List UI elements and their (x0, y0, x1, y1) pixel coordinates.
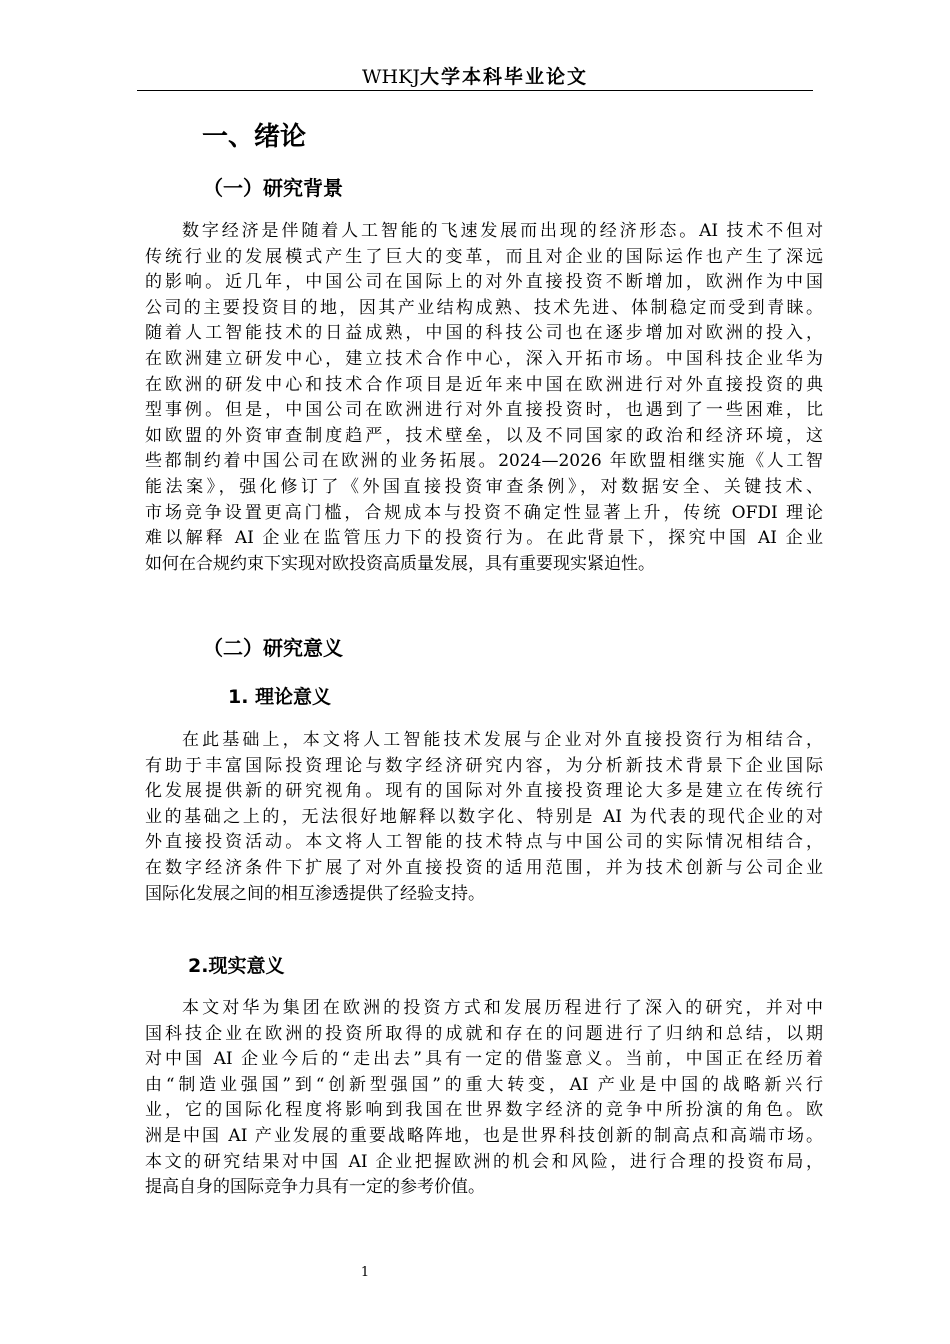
paragraph-line: 国际化发展之间的相互渗透提供了经验支持。 (145, 883, 485, 904)
paragraph-line: 难以解释 AI 企业在监管压力下的投资行为。在此背景下，探究中国 AI 企业 (145, 528, 823, 549)
paragraph-line: 业的基础之上的，无法很好地解释以数字化、特别是 AI 为代表的现代企业的对 (145, 806, 823, 827)
paragraph-line: 的影响。近几年，中国公司在国际上的对外直接投资不断增加，欧洲作为中国 (145, 272, 823, 293)
paragraph-line: 能法案》，强化修订了《外国直接投资审查条例》，对数据安全、关键技术、 (145, 476, 823, 497)
paragraph-line: 在数字经济条件下扩展了对外直接投资的适用范围，并为技术创新与公司企业 (145, 857, 823, 878)
section-heading-significance: （二）研究意义 (203, 636, 343, 660)
paragraph-line: 些都制约着中国公司在欧洲的业务拓展。2024—2026 年欧盟相继实施《人工智 (145, 451, 823, 472)
paragraph-practice (145, 996, 823, 1201)
paragraph-line: 业，它的国际化程度将影响到我国在世界数字经济的竞争中所扮演的角色。欧 (145, 1100, 823, 1121)
subsection-heading-theory: 1. 理论意义 (228, 686, 332, 708)
paragraph-line: 如欧盟的外资审查制度趋严，技术壁垒，以及不同国家的政治和经济环境，这 (145, 425, 823, 446)
paragraph-line: 本文对华为集团在欧洲的投资方式和发展历程进行了深入的研究，并对中 (182, 998, 823, 1018)
paragraph-line: 有助于丰富国际投资理论与数字经济研究内容，为分析新技术背景下企业国际 (145, 755, 823, 776)
section-heading-background: （一）研究背景 (203, 176, 343, 200)
paragraph-line: 传统行业的发展模式产生了巨大的变革，而且对企业的国际运作也产生了深远 (145, 246, 823, 267)
paragraph-line: 在此基础上，本文将人工智能技术发展与企业对外直接投资行为相结合， (182, 730, 823, 750)
paragraph-line: 由“制造业强国”到“创新型强国”的重大转变，AI 产业是中国的战略新兴行 (145, 1074, 823, 1095)
page-number: 1 (360, 1265, 370, 1280)
paragraph-line: 洲是中国 AI 产业发展的重要战略阵地，也是世界科技创新的制高点和高端市场。 (145, 1125, 823, 1146)
chapter-title: 一、绪论 (202, 122, 307, 152)
paragraph-line: 提高自身的国际竞争力具有一定的参考价值。 (145, 1177, 485, 1198)
paragraph-line: 如何在合规约束下实现对欧投资高质量发展，具有重要现实紧迫性。 (145, 553, 655, 574)
paragraph-line: 对中国 AI 企业今后的“走出去”具有一定的借鉴意义。当前，中国正在经历着 (145, 1049, 823, 1070)
paragraph-theory (145, 728, 823, 907)
paragraph-line: 公司的主要投资目的地，因其产业结构成熟、技术先进、体制稳定而受到青睐。 (145, 297, 823, 318)
paragraph-line: 本文的研究结果对中国 AI 企业把握欧洲的机会和风险，进行合理的投资布局， (145, 1151, 823, 1172)
header-university-code: WHKJ (362, 66, 420, 88)
paragraph-line: 随着人工智能技术的日益成熟，中国的科技公司也在逐步增加对欧洲的投入， (145, 323, 823, 344)
paragraph-line: 国科技企业在欧洲的投资所取得的成就和存在的问题进行了归纳和总结，以期 (145, 1023, 823, 1044)
paragraph-line: 在欧洲的研发中心和技术合作项目是近年来中国在欧洲进行对外直接投资的典 (145, 374, 823, 395)
paragraph-line: 外直接投资活动。本文将人工智能的技术特点与中国公司的实际情况相结合， (145, 832, 823, 853)
paragraph-line: 型事例。但是，中国公司在欧洲进行对外直接投资时，也遇到了一些困难，比 (145, 400, 823, 421)
paragraph-line: 数字经济是伴随着人工智能的飞速发展而出现的经济形态。AI 技术不但对 (182, 221, 823, 241)
paragraph-background (145, 219, 823, 577)
header-thesis-label: 大学本科毕业论文 (419, 66, 588, 88)
paragraph-line: 化发展提供新的研究视角。现有的国际对外直接投资理论大多是建立在传统行 (145, 781, 823, 802)
subsection-heading-practice: 2.现实意义 (188, 955, 285, 977)
paragraph-line: 在欧洲建立研发中心，建立技术合作中心，深入开拓市场。中国科技企业华为 (145, 348, 823, 369)
paragraph-line: 市场竞争设置更高门槛，合规成本与投资不确定性显著上升，传统 OFDI 理论 (145, 502, 823, 523)
running-header (137, 62, 813, 91)
